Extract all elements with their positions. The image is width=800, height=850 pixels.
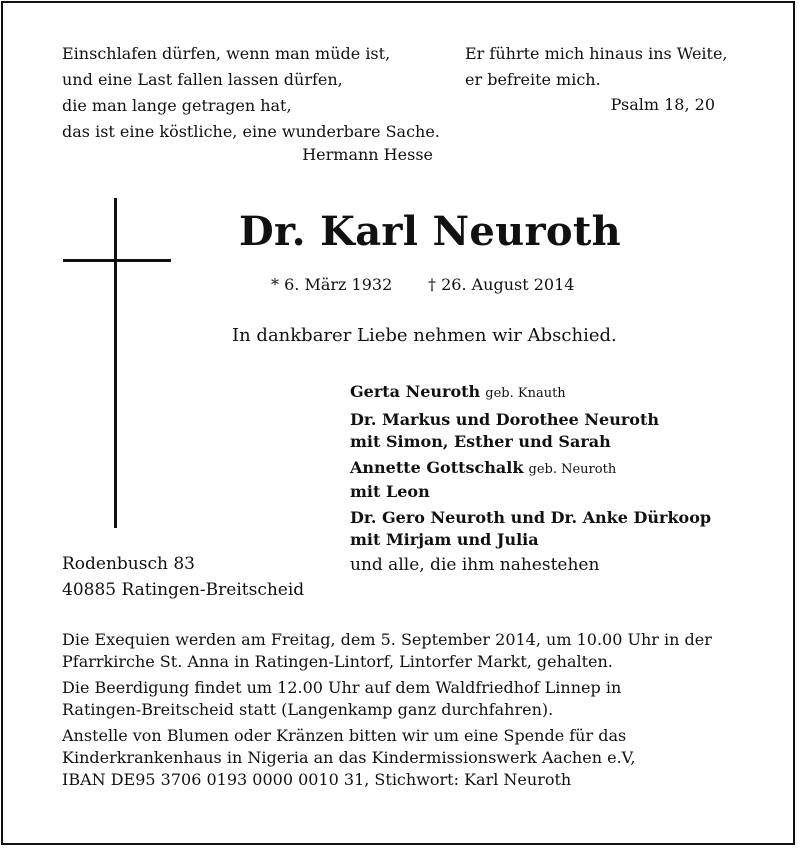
info-line: Anstelle von Blumen oder Kränzen bitten wir um eine Spende für das (62, 726, 627, 745)
psalm-line: er befreite mich. (465, 70, 601, 89)
info-line: Die Beerdigung findet um 12.00 Uhr auf dem Waldfriedhof Linnep in (62, 678, 622, 697)
info-line: Die Exequien werden am Freitag, dem 5. September 2014, um 10.00 Uhr in der (62, 630, 712, 649)
farewell-text: In dankbarer Liebe nehmen wir Abschied. (232, 325, 617, 346)
mourner-maiden-name: geb. Knauth (485, 386, 566, 401)
mourners-others: und alle, die ihm nahestehen (350, 555, 600, 575)
mourner-name: Dr. Markus und Dorothee Neuroth (350, 410, 659, 429)
poem-line: Einschlafen dürfen, wenn man müde ist, (62, 44, 391, 63)
info-line: Kinderkrankenhaus in Nigeria an das Kindermissionswerk Aachen e.V, (62, 748, 636, 767)
address-city: 40885 Ratingen-Breitscheid (62, 580, 305, 600)
poem-author: Hermann Hesse (302, 145, 433, 164)
obituary-card (1, 1, 795, 845)
mourners-list (350, 381, 711, 575)
mourner-name: Annette Gottschalk (350, 458, 524, 477)
mourner-entry (350, 381, 711, 405)
family-address (62, 551, 304, 603)
poem-line: und eine Last fallen lassen dürfen, (62, 70, 343, 89)
info-line: Ratingen-Breitscheid statt (Langenkamp ganz durchfahren). (62, 700, 554, 719)
mourner-maiden-name: geb. Neuroth (528, 462, 617, 477)
burial-paragraph (62, 677, 712, 721)
cross-horizontal-bar (63, 259, 171, 262)
death-date: † 26. August 2014 (428, 275, 575, 294)
mourner-entry (350, 457, 711, 481)
mourner-children: mit Mirjam und Julia (350, 530, 539, 549)
mourner-name: Gerta Neuroth (350, 382, 481, 401)
poem-line: die man lange getragen hat, (62, 96, 292, 115)
funeral-info (62, 629, 712, 795)
psalm-reference: Psalm 18, 20 (610, 95, 715, 114)
psalm-line: Er führte mich hinaus ins Weite, (465, 44, 728, 63)
birth-date: * 6. März 1932 (271, 275, 393, 294)
psalm (465, 41, 728, 93)
poem-line: das ist eine köstliche, eine wunderbare Sache. (62, 122, 440, 141)
poem (62, 41, 440, 145)
mourner-children: mit Leon (350, 482, 430, 501)
mourner-children: mit Simon, Esther und Sarah (350, 432, 611, 451)
mourner-name: Dr. Gero Neuroth und Dr. Anke Dürkoop (350, 508, 712, 527)
address-street: Rodenbusch 83 (62, 554, 195, 574)
info-line: IBAN DE95 3706 0193 0000 0010 31, Stichwort: Karl Neuroth (62, 770, 572, 789)
exequien-paragraph (62, 629, 712, 673)
donation-paragraph (62, 725, 712, 791)
deceased-name: Dr. Karl Neuroth (238, 208, 622, 255)
info-line: Pfarrkirche St. Anna in Ratingen-Lintorf, Lintorfer Markt, gehalten. (62, 652, 613, 671)
